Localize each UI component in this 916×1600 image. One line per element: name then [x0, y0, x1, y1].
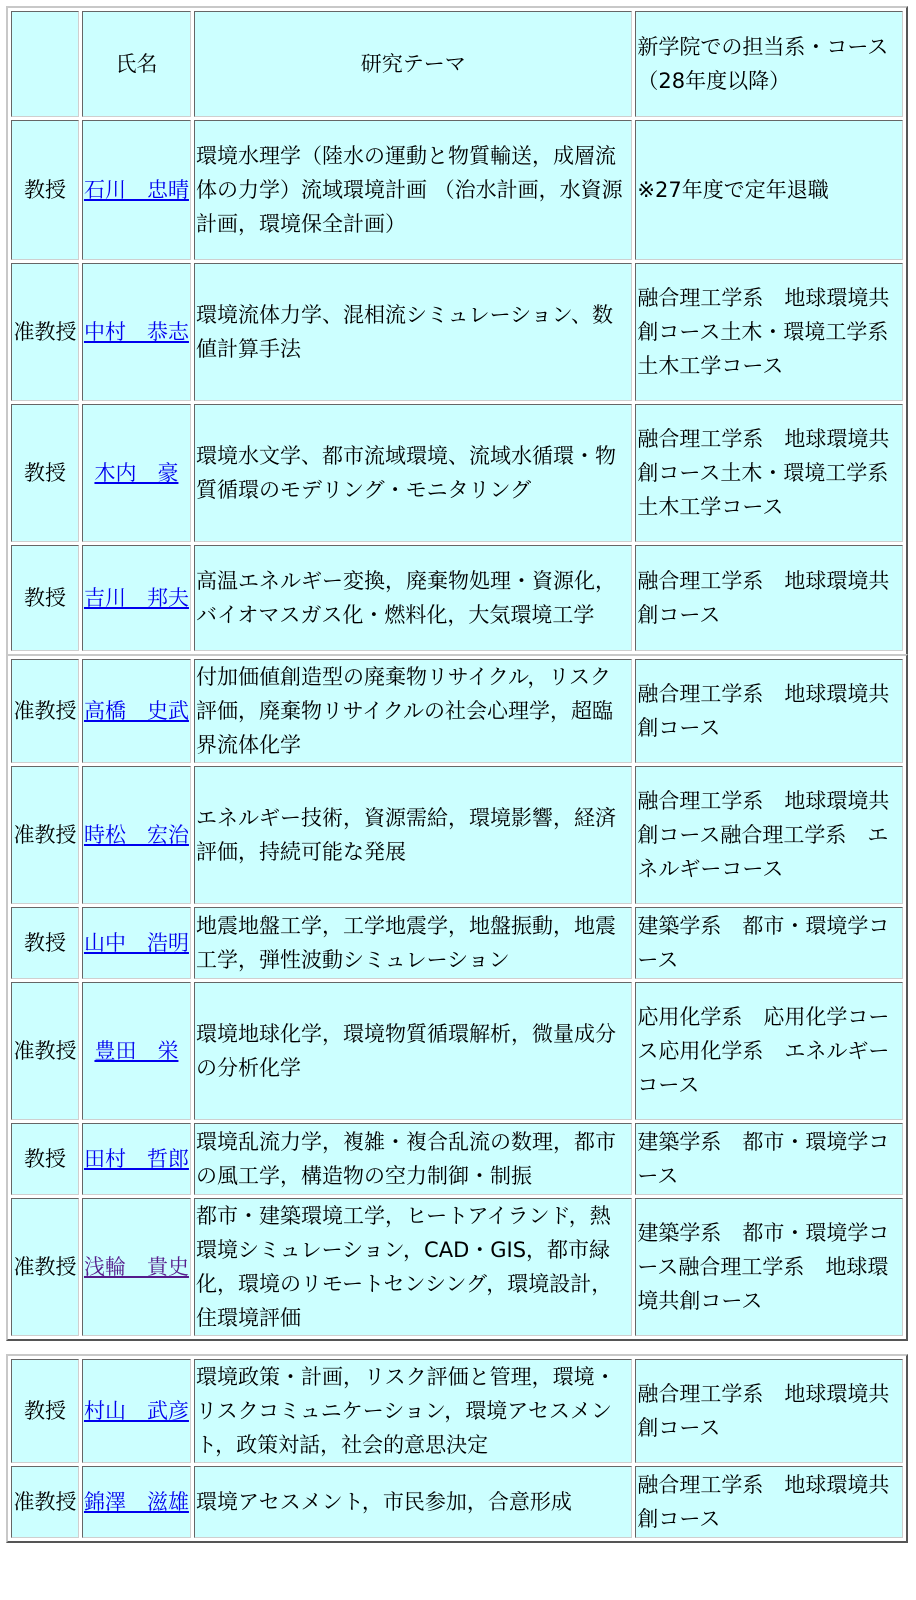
name-cell: [82, 120, 191, 260]
faculty-name-link[interactable]: 吉川 邦夫: [83, 586, 189, 610]
theme-cell: 環境流体力学、混相流シミュレーション、数値計算手法: [194, 263, 632, 401]
theme-cell: 環境乱流力学，複雑・複合乱流の数理，都市の風工学，構造物の空力制御・制振: [194, 1123, 632, 1195]
course-cell: 応用化学系 応用化学コース応用化学系 エネルギーコース: [635, 982, 903, 1120]
table-row: [11, 120, 903, 260]
theme-cell: 環境アセスメント，市民参加，合意形成: [194, 1466, 632, 1538]
name-cell: [82, 545, 191, 651]
course-cell: 融合理工学系 地球環境共創コース土木・環境工学系 土木工学コース: [635, 404, 903, 542]
theme-cell: 地震地盤工学，工学地震学，地盤振動，地震工学，弾性波動シミュレーション: [194, 907, 632, 979]
name-cell: [82, 263, 191, 401]
course-cell: 融合理工学系 地球環境共創コース: [635, 659, 903, 763]
faculty-name-link[interactable]: 時松 宏治: [83, 823, 189, 847]
course-cell: 融合理工学系 地球環境共創コース: [635, 1466, 903, 1538]
course-cell: 融合理工学系 地球環境共創コース: [635, 545, 903, 651]
course-cell: 融合理工学系 地球環境共創コース土木・環境工学系 土木工学コース: [635, 263, 903, 401]
table-row: [11, 659, 903, 763]
name-cell: [82, 982, 191, 1120]
faculty-name-link[interactable]: 高橋 史武: [83, 699, 189, 723]
course-cell: 融合理工学系 地球環境共創コース融合理工学系 エネルギーコース: [635, 766, 903, 904]
title-cell: 准教授: [11, 1198, 79, 1336]
title-cell: 准教授: [11, 766, 79, 904]
course-cell: 建築学系 都市・環境学コース融合理工学系 地球環境共創コース: [635, 1198, 903, 1336]
course-cell: 建築学系 都市・環境学コース: [635, 907, 903, 979]
table-row: [11, 907, 903, 979]
theme-cell: エネルギー技術，資源需給，環境影響，経済評価，持続可能な発展: [194, 766, 632, 904]
table-row: [11, 1466, 903, 1538]
faculty-name-link[interactable]: 木内 豪: [94, 461, 179, 485]
table-row: [11, 1198, 903, 1336]
faculty-name-link[interactable]: 山中 浩明: [83, 931, 189, 955]
title-cell: 教授: [11, 907, 79, 979]
theme-cell: 環境政策・計画，リスク評価と管理，環境・リスクコミュニケーション，環境アセスメント，政策対話，社会的意思決定: [194, 1359, 632, 1463]
table-row: [11, 766, 903, 904]
title-cell: 准教授: [11, 982, 79, 1120]
course-cell: 建築学系 都市・環境学コース: [635, 1123, 903, 1195]
theme-cell: 付加価値創造型の廃棄物リサイクル，リスク評価，廃棄物リサイクルの社会心理学，超臨界流体化学: [194, 659, 632, 763]
title-cell: 准教授: [11, 659, 79, 763]
faculty-table-2: [6, 654, 908, 1341]
theme-cell: 都市・建築環境工学，ヒートアイランド，熱環境シミュレーション，CAD・GIS，都市緑化，環境のリモートセンシング，環境設計，住環境評価: [194, 1198, 632, 1336]
name-cell: [82, 1359, 191, 1463]
table-row: [11, 263, 903, 401]
faculty-table-1: [6, 6, 908, 656]
theme-cell: 環境水理学（陸水の運動と物質輸送，成層流体の力学）流域環境計画 （治水計画，水資源計画，環境保全計画）: [194, 120, 632, 260]
title-cell: 教授: [11, 545, 79, 651]
header-course: 新学院での担当系・コース（28年度以降）: [635, 11, 903, 117]
name-cell: [82, 1123, 191, 1195]
name-cell: [82, 1466, 191, 1538]
name-cell: [82, 766, 191, 904]
table-header-row: [11, 11, 903, 117]
theme-cell: 環境水文学、都市流域環境、流域水循環・物質循環のモデリング・モニタリング: [194, 404, 632, 542]
title-cell: 准教授: [11, 1466, 79, 1538]
table-row: [11, 404, 903, 542]
header-theme: 研究テーマ: [194, 11, 632, 117]
faculty-name-link[interactable]: 田村 哲郎: [83, 1147, 189, 1171]
title-cell: 教授: [11, 404, 79, 542]
course-cell: 融合理工学系 地球環境共創コース: [635, 1359, 903, 1463]
table-row: [11, 545, 903, 651]
faculty-table-3: [6, 1354, 908, 1543]
name-cell: [82, 1198, 191, 1336]
faculty-name-link[interactable]: 錦澤 滋雄: [83, 1490, 189, 1514]
header-title-cell: [11, 11, 79, 117]
theme-cell: 高温エネルギー変換，廃棄物処理・資源化，バイオマスガス化・燃料化，大気環境工学: [194, 545, 632, 651]
table-row: [11, 1123, 903, 1195]
title-cell: 教授: [11, 120, 79, 260]
table-row: [11, 1359, 903, 1463]
course-cell: ※27年度で定年退職: [635, 120, 903, 260]
title-cell: 教授: [11, 1359, 79, 1463]
name-cell: [82, 404, 191, 542]
faculty-name-link[interactable]: 浅輪 貴史: [83, 1255, 189, 1279]
faculty-name-link[interactable]: 中村 恭志: [83, 320, 189, 344]
header-name: 氏名: [82, 11, 191, 117]
faculty-name-link[interactable]: 豊田 栄: [94, 1039, 179, 1063]
faculty-name-link[interactable]: 石川 忠晴: [83, 178, 189, 202]
theme-cell: 環境地球化学，環境物質循環解析，微量成分の分析化学: [194, 982, 632, 1120]
title-cell: 准教授: [11, 263, 79, 401]
name-cell: [82, 659, 191, 763]
table-row: [11, 982, 903, 1120]
title-cell: 教授: [11, 1123, 79, 1195]
name-cell: [82, 907, 191, 979]
faculty-name-link[interactable]: 村山 武彦: [83, 1399, 189, 1423]
